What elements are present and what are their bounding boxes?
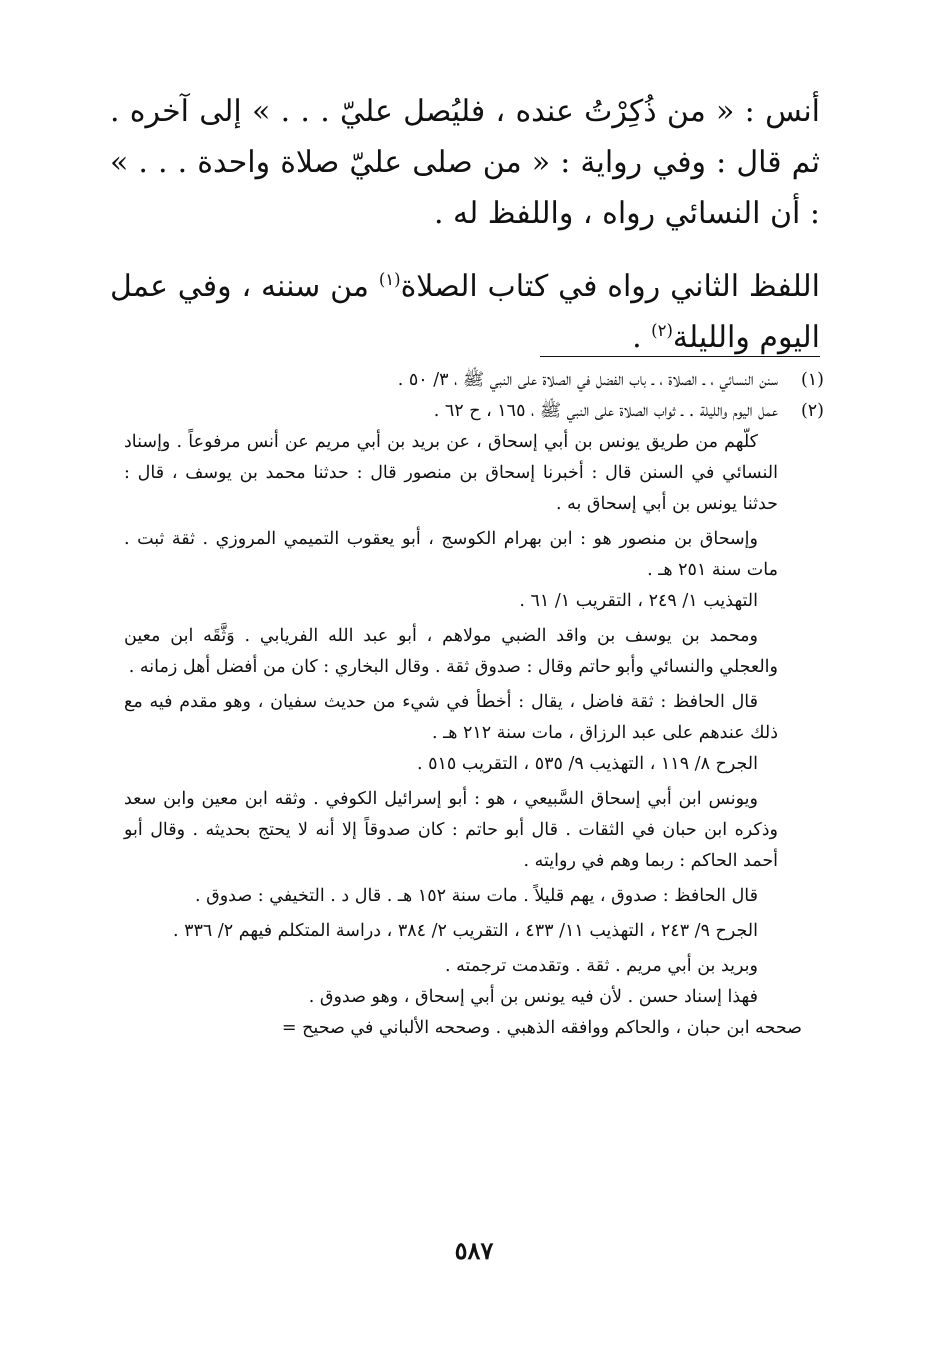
- footnote-separator: [540, 356, 820, 357]
- footnote-number: (٢): [800, 401, 824, 421]
- footnote-ref-1: (١): [378, 270, 401, 289]
- footnote-text: سنن النسائي ، ـ الصلاة ، ـ باب الفضل في الصلاة على النبي ﷺ ، ٣/ ٥٠ .: [397, 370, 778, 390]
- footnote-paragraph: قال الحافظ : صدوق ، يهم قليلاً . مات سنة ١٥٢ هـ . قال د . التخيفي : صدوق .: [195, 886, 758, 906]
- footnote-paragraph: وبريد بن أبي مريم . ثقة . وتقدمت ترجمته .: [445, 956, 758, 976]
- main-paragraph-2-end: .: [632, 320, 652, 355]
- footnote-paragraph: فهذا إسناد حسن . لأن فيه يونس بن أبي إسحاق ، وهو صدوق .: [308, 987, 758, 1007]
- footnote-2-body: [124, 427, 824, 1044]
- footnote-text: عمل اليوم والليلة . ـ ثواب الصلاة على النبي ﷺ ، ١٦٥ ، ح ٦٢ .: [433, 401, 778, 421]
- footnote-ref-2: (٢): [651, 321, 673, 340]
- footnote-paragraph: ويونس ابن أبي إسحاق السَّبيعي ، هو : أبو إسرائيل الكوفي . وثقه ابن معين وابن سعد وذكره ابن حبان في الثقات . قال أبو حاتم : كان صدوقاً إلا أنه لا يحتج بحديثه . وقال أبو أحمد الحاكم : ربما وهم في روايته .: [124, 789, 778, 871]
- footnote-paragraph: وإسحاق بن منصور هو : ابن بهرام الكوسج ، أبو يعقوب التميمي المروزي . ثقة ثبت . مات سنة ٢٥١ هـ .: [124, 529, 778, 580]
- footnotes: [124, 365, 824, 1044]
- footnote-reference-line: التهذيب ١/ ٢٤٩ ، التقريب ١/ ٦١ .: [519, 591, 758, 611]
- footnote-paragraph: ومحمد بن يوسف بن واقد الضبي مولاهم ، أبو عبد الله الفريابي . وَثَّقَه ابن معين والعجلي والنسائي وأبو حاتم وقال : صدوق ثقة . وقال البخاري : كان من أفضل أهل زمانه .: [124, 626, 778, 677]
- main-paragraph-2-middle: من سننه ، وفي عمل اليوم والليلة: [110, 269, 820, 355]
- footnote-number: (١): [800, 370, 824, 390]
- footnote-1: [124, 365, 824, 396]
- main-paragraph-2-start: اللفظ الثاني رواه في كتاب الصلاة: [400, 269, 820, 304]
- page-number: ٥٨٧: [454, 1236, 494, 1265]
- footnote-reference-line: الجرح ٨/ ١١٩ ، التهذيب ٩/ ٥٣٥ ، التقريب ٥١٥ .: [416, 754, 758, 774]
- footnote-paragraph-continued: صححه ابن حبان ، والحاكم ووافقه الذهبي . وصححه الألباني في صحيح =: [281, 1018, 802, 1038]
- footnote-paragraph: كلّهم من طريق يونس بن أبي إسحاق ، عن بريد بن أبي مريم عن أنس مرفوعاً . وإسناد النسائي في السنن قال : أخبرنا إسحاق بن منصور قال : حدثنا محمد بن يوسف ، قال : حدثنا يونس بن أبي إسحاق به .: [124, 432, 778, 514]
- footnote-reference-line: الجرح ٩/ ٢٤٣ ، التهذيب ١١/ ٤٣٣ ، التقريب ٢/ ٣٨٤ ، دراسة المتكلم فيهم ٢/ ٣٣٦ .: [172, 921, 758, 941]
- footnote-paragraph: قال الحافظ : ثقة فاضل ، يقال : أخطأ في شيء من حديث سفيان ، وهو مقدم فيه مع ذلك عندهم على عبد الرزاق ، مات سنة ٢١٢ هـ .: [124, 692, 778, 743]
- main-paragraph-1: أنس : « من ذُكِرْتُ عنده ، فليُصل عليّ . . . » إلى آخره . ثم قال : وفي رواية : « من صلى عليّ صلاة واحدة . . . » : أن النسائي رواه ، واللفظ له .: [110, 94, 820, 231]
- main-paragraph-2: [110, 261, 820, 363]
- main-text: [110, 86, 820, 363]
- footnote-2: [124, 396, 824, 427]
